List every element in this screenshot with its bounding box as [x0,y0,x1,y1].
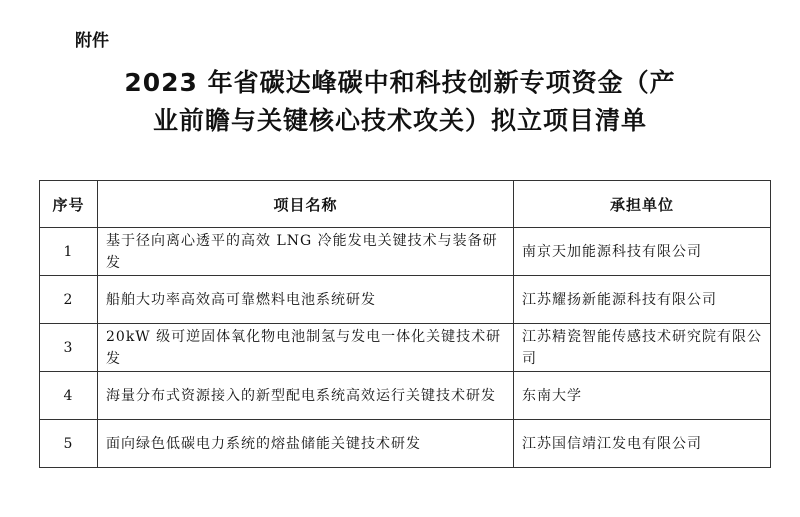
header-project-name: 项目名称 [98,181,514,228]
row-responsible-unit: 江苏耀扬新能源科技有限公司 [514,276,771,324]
row-project-name: 面向绿色低碳电力系统的熔盐储能关键技术研发 [98,420,514,468]
table-header-row [40,181,771,228]
header-responsible-unit: 承担单位 [514,181,771,228]
table-row [40,276,771,324]
table-row [40,228,771,276]
table-row [40,420,771,468]
row-project-name: 船舶大功率高效高可靠燃料电池系统研发 [98,276,514,324]
row-number: 1 [40,228,98,276]
document-title-line-2: 业前瞻与关键核心技术攻关）拟立项目清单 [152,106,647,135]
row-number: 3 [40,324,98,372]
row-responsible-unit: 南京天加能源科技有限公司 [514,228,771,276]
row-project-name: 海量分布式资源接入的新型配电系统高效运行关键技术研发 [98,372,514,420]
row-number: 4 [40,372,98,420]
table-row [40,324,771,372]
row-responsible-unit: 东南大学 [514,372,771,420]
row-responsible-unit: 江苏精瓷智能传感技术研究院有限公司 [514,324,771,372]
row-number: 5 [40,420,98,468]
row-project-name: 基于径向离心透平的高效 LNG 冷能发电关键技术与装备研发 [98,228,514,276]
attachment-label: 附件 [75,31,109,51]
project-list-table [39,180,771,468]
row-responsible-unit: 江苏国信靖江发电有限公司 [514,420,771,468]
document-title-line-1: 2023 年省碳达峰碳中和科技创新专项资金（产 [124,68,676,97]
header-number: 序号 [40,181,98,228]
row-project-name: 20kW 级可逆固体氧化物电池制氢与发电一体化关键技术研发 [98,324,514,372]
table-row [40,372,771,420]
row-number: 2 [40,276,98,324]
